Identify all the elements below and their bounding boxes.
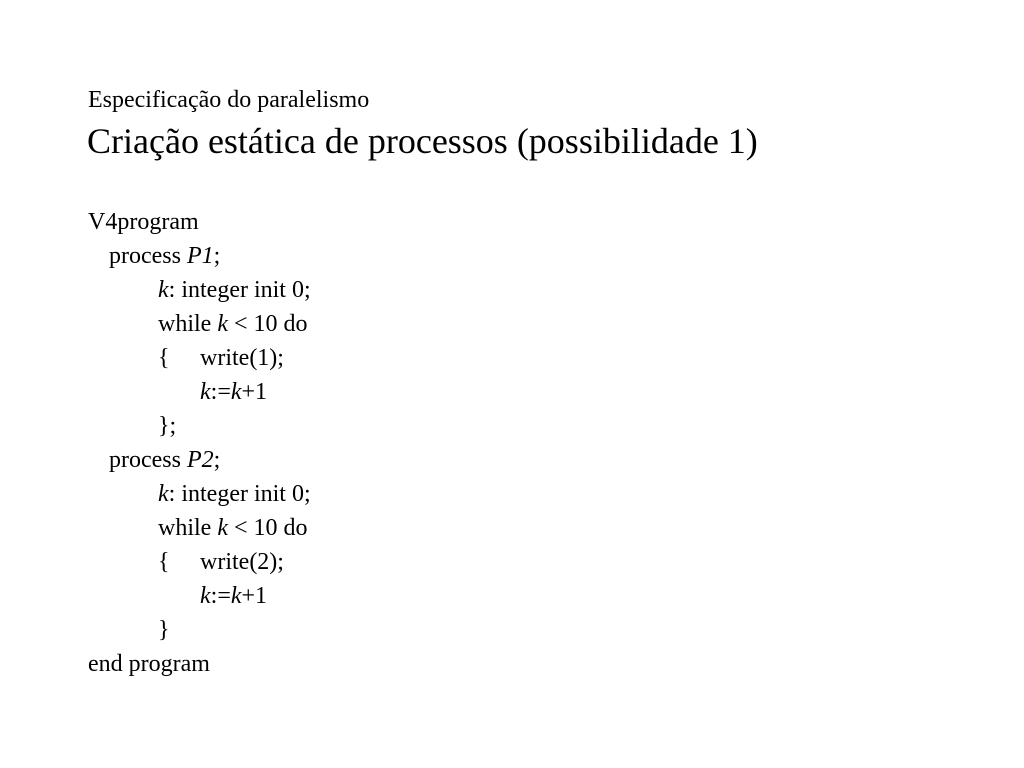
p1-while-line: [158, 310, 308, 338]
write-statement: write(1);: [200, 345, 284, 371]
p2-header-line: [109, 446, 220, 474]
while-keyword: while: [158, 311, 212, 337]
declaration-text: : integer init 0;: [168, 481, 311, 507]
p1-open-brace-line: [158, 344, 284, 372]
slide-title: Criação estática de processos (possibilidade 1): [87, 121, 758, 161]
variable-name: k: [217, 515, 228, 541]
p1-close-line: };: [158, 413, 177, 439]
open-brace: {: [158, 345, 170, 371]
assign-operator: :=: [210, 379, 231, 405]
program-end-line: end program: [88, 651, 210, 677]
program-start-line: V4program: [88, 209, 199, 235]
while-condition: < 10 do: [233, 311, 308, 337]
variable-name: k: [200, 583, 211, 609]
open-brace: {: [158, 549, 170, 575]
variable-name: k: [200, 379, 211, 405]
semicolon: ;: [213, 243, 221, 269]
p1-header-line: [109, 242, 220, 270]
variable-name: k: [158, 277, 169, 303]
increment-text: +1: [241, 583, 268, 609]
assign-operator: :=: [210, 583, 231, 609]
declaration-text: : integer init 0;: [168, 277, 311, 303]
process-keyword: process: [109, 243, 181, 269]
process-name: P1: [186, 243, 214, 269]
p2-while-line: [158, 514, 308, 542]
write-statement: write(2);: [200, 549, 284, 575]
variable-name: k: [158, 481, 169, 507]
variable-name: k: [217, 311, 228, 337]
p1-assign-line: [200, 378, 267, 406]
p2-close-line: }: [158, 617, 170, 643]
process-name: P2: [186, 447, 214, 473]
variable-name: k: [230, 379, 242, 405]
slide-subtitle: Especificação do paralelismo: [88, 87, 370, 113]
process-keyword: process: [109, 447, 181, 473]
p2-assign-line: [200, 582, 267, 610]
p2-declaration-line: [158, 480, 311, 508]
p1-declaration-line: [158, 276, 311, 304]
while-condition: < 10 do: [233, 515, 308, 541]
variable-name: k: [230, 583, 242, 609]
while-keyword: while: [158, 515, 212, 541]
increment-text: +1: [241, 379, 268, 405]
semicolon: ;: [213, 447, 221, 473]
p2-open-brace-line: [158, 548, 284, 576]
